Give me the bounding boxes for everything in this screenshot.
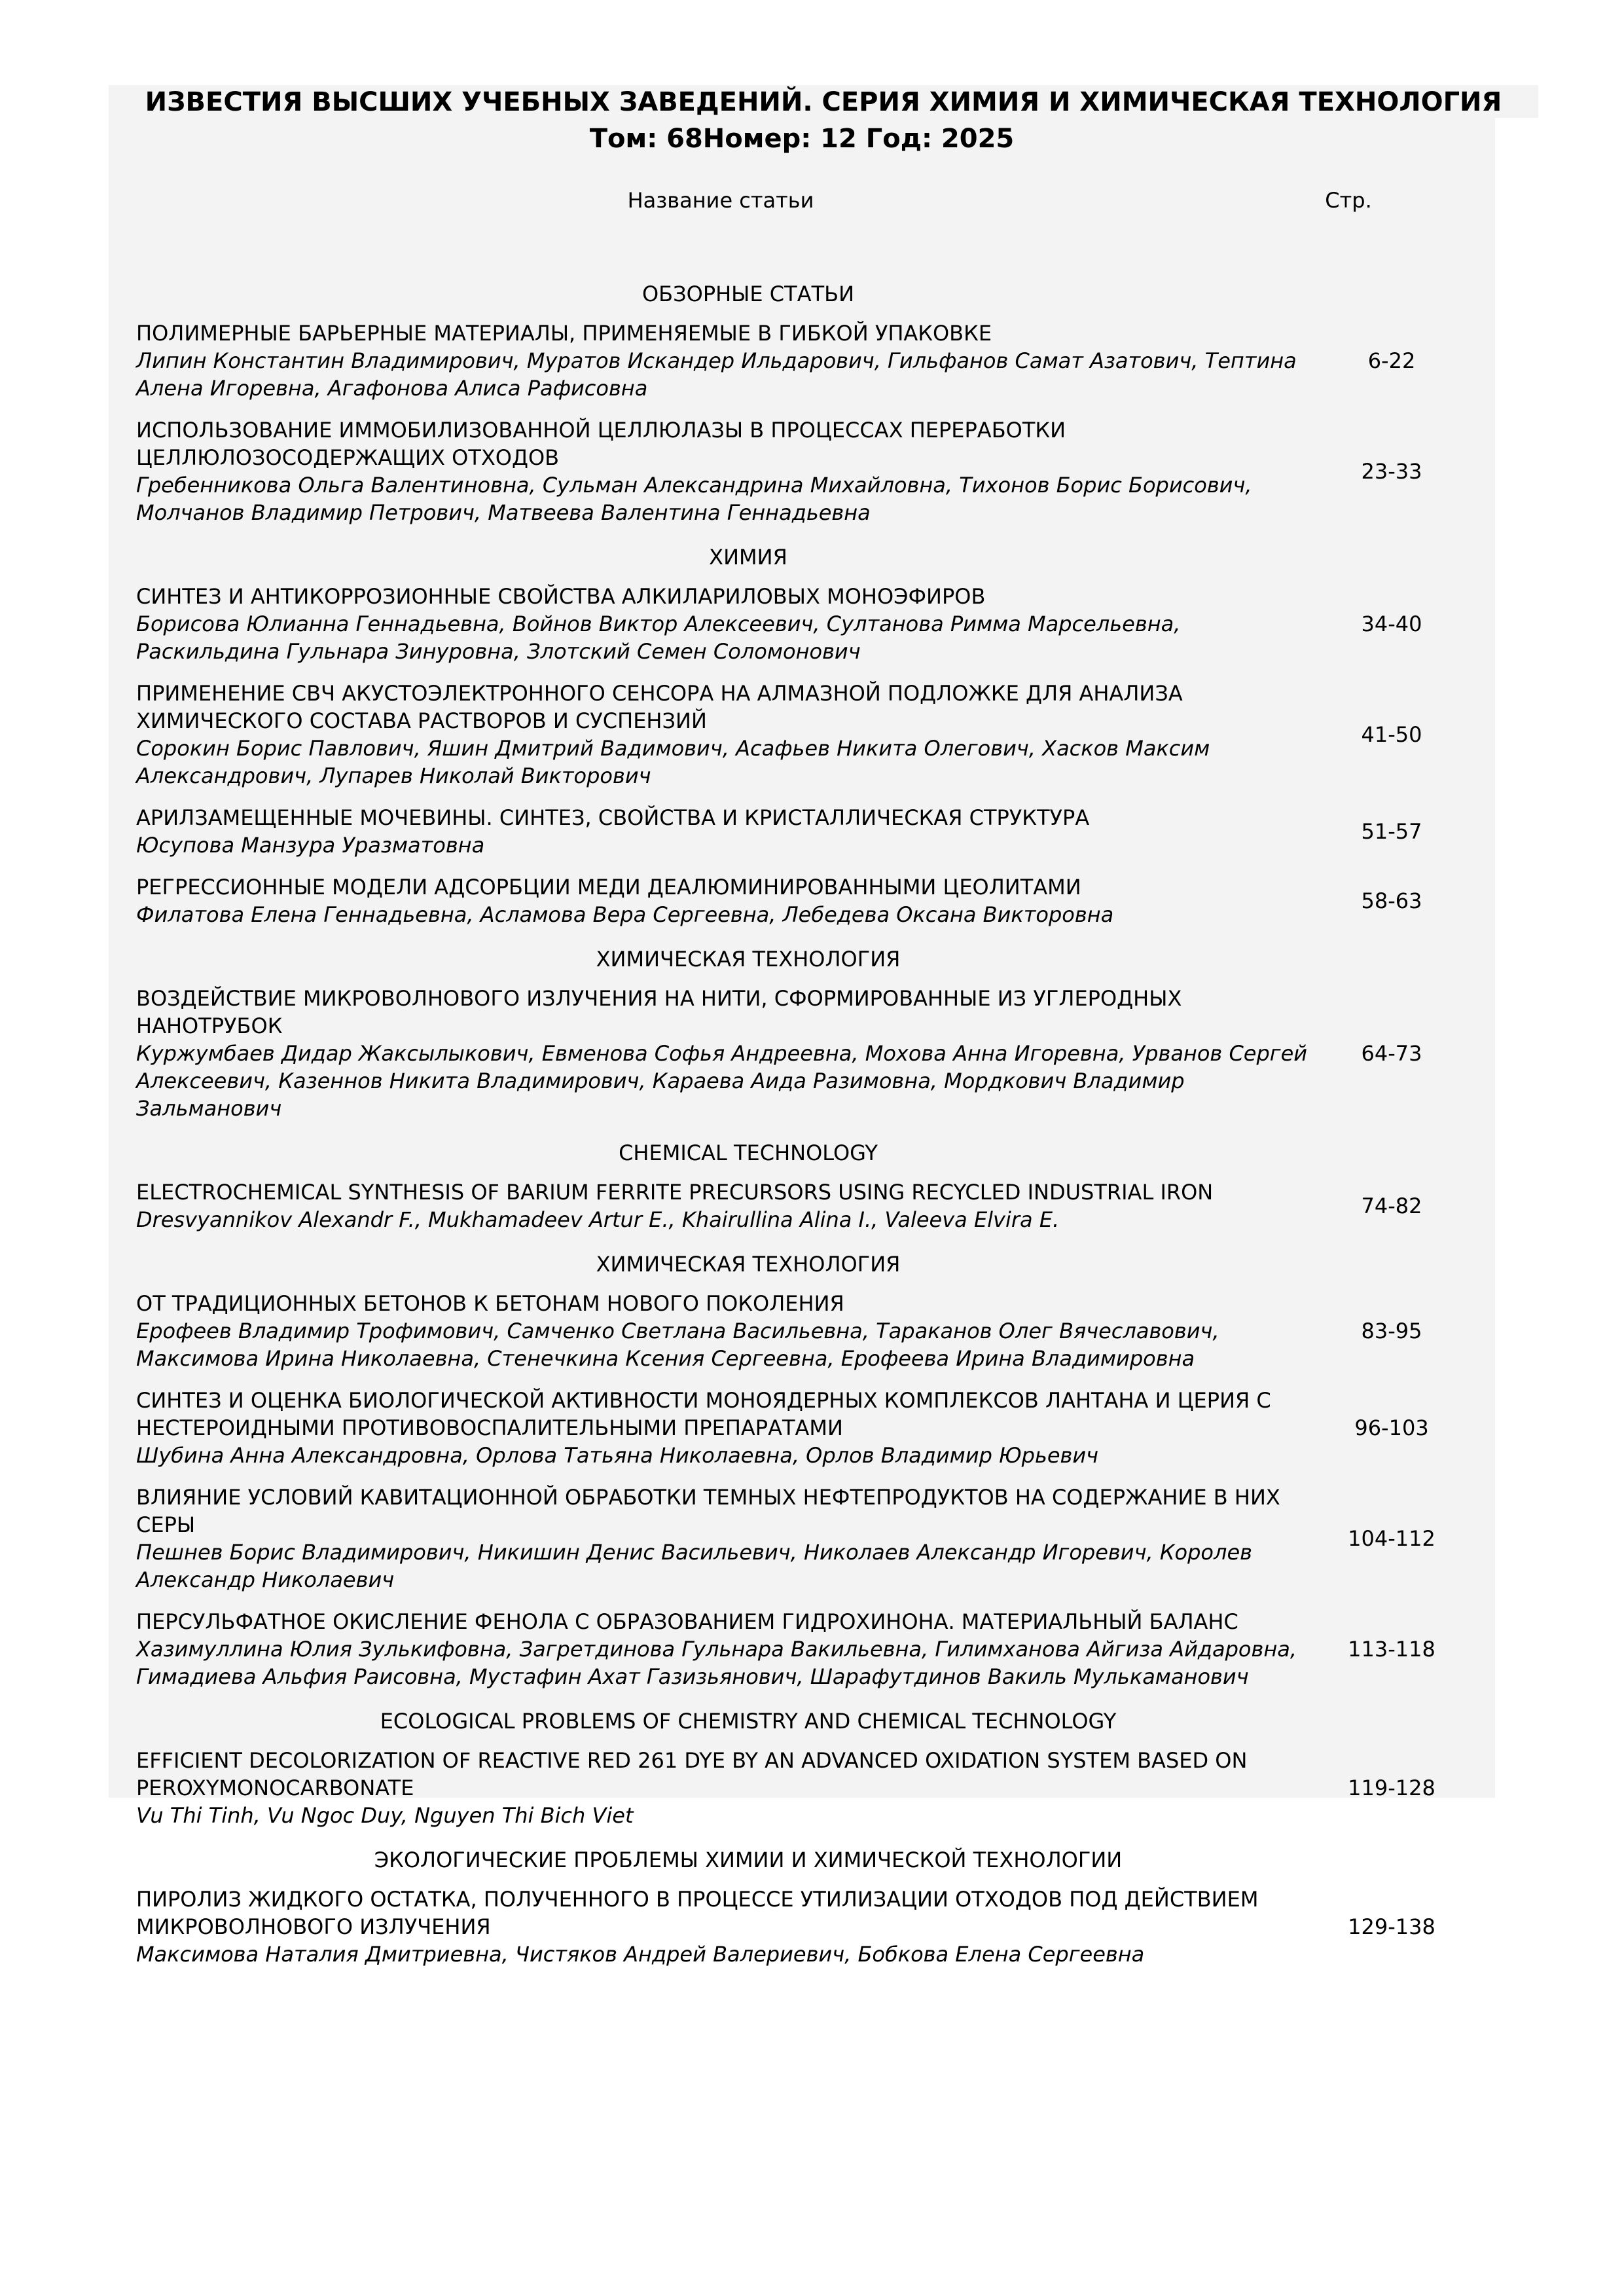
article-title-link[interactable]: ПОЛИМЕРНЫЕ БАРЬЕРНЫЕ МАТЕРИАЛЫ, ПРИМЕНЯЕМЫЕ В ГИБКОЙ УПАКОВКЕ [136,321,992,346]
article-title-link[interactable]: СИНТЕЗ И ОЦЕНКА БИОЛОГИЧЕСКОЙ АКТИВНОСТИ МОНОЯДЕРНЫХ КОМПЛЕКСОВ ЛАНТАНА И ЦЕРИЯ С НЕСТЕРОИДНЫМИ ПРОТИВОВОСПАЛИТЕЛЬНЫМИ ПРЕПАРАТАМИ [136,1388,1271,1440]
article-entry [136,583,1495,665]
article-entry [136,1387,1495,1469]
article-title-link[interactable]: ИСПОЛЬЗОВАНИЕ ИММОБИЛИЗОВАННОЙ ЦЕЛЛЮЛАЗЫ В ПРОЦЕССАХ ПЕРЕРАБОТКИ ЦЕЛЛЮЛОЗОСОДЕРЖАЩИХ ОТХОДОВ [136,418,1066,470]
article-title-link[interactable]: ПЕРСУЛЬФАТНОЕ ОКИСЛЕНИЕ ФЕНОЛА С ОБРАЗОВАНИЕМ ГИДРОХИНОНА. МАТЕРИАЛЬНЫЙ БАЛАНС [136,1609,1238,1634]
article-body [136,1484,1308,1594]
article-authors: Максимова Наталия Дмитриевна, Чистяков Андрей Валериевич, Бобкова Елена Сергеевна [136,1942,1145,1967]
article-authors: Куржумбаев Дидар Жаксылыкович, Евменова Софья Андреевна, Мохова Анна Игоревна, Урванов Сергей Алексеевич, Казеннов Никита Владимирович, Караева Аида Разимовна, Мордкович Владимир Зальманович [136,1041,1308,1121]
article-authors: Vu Thi Tinh, Vu Ngoc Duy, Nguyen Thi Bich Viet [136,1803,634,1828]
article-pages: 34-40 [1361,611,1422,636]
article-authors: Филатова Елена Геннадьевна, Асламова Вера Сергеевна, Лебедева Оксана Викторовна [136,902,1114,927]
journal-title: ИЗВЕСТИЯ ВЫСШИХ УЧЕБНЫХ ЗАВЕДЕНИЙ. СЕРИЯ ХИМИЯ И ХИМИЧЕСКАЯ ТЕХНОЛОГИЯ [145,87,1502,117]
article-authors: Ерофеев Владимир Трофимович, Самченко Светлана Васильевна, Тараканов Олег Вячеславович, Максимова Ирина Николаевна, Стенечкина Ксения Сергеевна, Ерофеева Ирина Владимировна [136,1319,1219,1371]
article-body [136,416,1308,526]
article-pages: 83-95 [1361,1319,1422,1343]
article-pages: 51-57 [1361,819,1422,844]
article-authors: Липин Константин Владимирович, Муратов Искандер Ильдарович, Гильфанов Самат Азатович, Тептина Алена Игоревна, Агафонова Алиса Рафисовна [136,348,1297,401]
article-title-link[interactable]: ВОЗДЕЙСТВИЕ МИКРОВОЛНОВОГО ИЗЛУЧЕНИЯ НА НИТИ, СФОРМИРОВАННЫЕ ИЗ УГЛЕРОДНЫХ НАНОТРУБОК [136,986,1182,1038]
article-title-link[interactable]: ELECTROCHEMICAL SYNTHESIS OF BARIUM FERRITE PRECURSORS USING RECYCLED INDUSTRIAL IRON [136,1180,1214,1205]
article-body [136,1387,1308,1469]
article-entry [136,680,1495,790]
article-body [136,1178,1308,1233]
issue-info: Том: 68Номер: 12 Год: 2025 [589,124,1015,154]
article-authors: Шубина Анна Александровна, Орлова Татьяна Николаевна, Орлов Владимир Юрьевич [136,1443,1099,1468]
section-heading: ХИМИЯ [709,545,787,570]
article-body [136,583,1308,665]
table-of-contents [136,278,1495,1982]
article-entry [136,985,1495,1122]
article-entry [136,1178,1495,1233]
article-pages: 6-22 [1367,348,1416,373]
article-entry [136,319,1495,402]
article-authors: Борисова Юлианна Геннадьевна, Войнов Виктор Алексеевич, Султанова Римма Марсельевна, Раскильдина Гульнара Зинуровна, Злотский Семен Соломонович [136,611,1181,664]
section-heading: ХИМИЧЕСКАЯ ТЕХНОЛОГИЯ [596,947,901,972]
article-body [136,319,1308,402]
article-title-link[interactable]: РЕГРЕССИОННЫЕ МОДЕЛИ АДСОРБЦИИ МЕДИ ДЕАЛЮМИНИРОВАННЫМИ ЦЕОЛИТАМИ [136,875,1081,900]
article-body [136,680,1308,790]
article-pages: 119-128 [1348,1776,1435,1800]
article-body [136,985,1308,1122]
article-entry [136,1290,1495,1372]
article-pages: 96-103 [1354,1415,1429,1440]
article-authors: Dresvyannikov Alexandr F., Mukhamadeev Artur E., Khairullina Alina I., Valeeva Elvira E. [136,1207,1060,1232]
article-title-link[interactable]: АРИЛЗАМЕЩЕННЫЕ МОЧЕВИНЫ. СИНТЕЗ, СВОЙСТВА И КРИСТАЛЛИЧЕСКАЯ СТРУКТУРА [136,805,1090,830]
article-entry [136,416,1495,526]
article-entry [136,1886,1495,1968]
article-pages: 23-33 [1361,459,1422,484]
article-pages: 74-82 [1361,1194,1422,1218]
article-body [136,873,1308,928]
article-authors: Гребенникова Ольга Валентиновна, Сульман Александрина Михайловна, Тихонов Борис Борисович, Молчанов Владимир Петрович, Матвеева Валентина Геннадьевна [136,473,1252,525]
column-header-title: Название статьи [627,188,814,213]
article-entry [136,873,1495,928]
article-body [136,1290,1308,1372]
article-pages: 129-138 [1348,1914,1435,1939]
article-pages: 64-73 [1361,1041,1422,1066]
article-entry [136,1608,1495,1690]
article-title-link[interactable]: ВЛИЯНИЕ УСЛОВИЙ КАВИТАЦИОННОЙ ОБРАБОТКИ ТЕМНЫХ НЕФТЕПРОДУКТОВ НА СОДЕРЖАНИЕ В НИХ СЕРЫ [136,1485,1280,1537]
article-title-link[interactable]: EFFICIENT DECOLORIZATION OF REACTIVE RED 261 DYE BY AN ADVANCED OXIDATION SYSTEM BASED ON PEROXYMONOCARBONATE [136,1748,1248,1800]
article-entry [136,804,1495,859]
article-authors: Сорокин Борис Павлович, Яшин Дмитрий Вадимович, Асафьев Никита Олегович, Хасков Максим Александрович, Лупарев Николай Викторович [136,736,1210,788]
article-body [136,1886,1308,1968]
article-title-link[interactable]: ПИРОЛИЗ ЖИДКОГО ОСТАТКА, ПОЛУЧЕННОГО В ПРОЦЕССЕ УТИЛИЗАЦИИ ОТХОДОВ ПОД ДЕЙСТВИЕМ МИКРОВОЛНОВОГО ИЗЛУЧЕНИЯ [136,1887,1259,1939]
article-pages: 41-50 [1361,722,1422,747]
section-heading: ЭКОЛОГИЧЕСКИЕ ПРОБЛЕМЫ ХИМИИ И ХИМИЧЕСКОЙ ТЕХНОЛОГИИ [374,1848,1123,1872]
article-pages: 113-118 [1348,1637,1435,1662]
article-authors: Юсупова Манзура Уразматовна [136,833,485,858]
section-heading: ХИМИЧЕСКАЯ ТЕХНОЛОГИЯ [596,1252,901,1277]
article-body [136,1747,1308,1829]
article-body [136,1608,1308,1690]
section-heading: ОБЗОРНЫЕ СТАТЬИ [641,282,855,306]
article-body [136,804,1308,859]
article-title-link[interactable]: ПРИМЕНЕНИЕ СВЧ АКУСТОЭЛЕКТРОННОГО СЕНСОРА НА АЛМАЗНОЙ ПОДЛОЖКЕ ДЛЯ АНАЛИЗА ХИМИЧЕСКОГО СОСТАВА РАСТВОРОВ И СУСПЕНЗИЙ [136,681,1183,733]
article-entry [136,1747,1495,1829]
article-pages: 58-63 [1361,888,1422,913]
section-heading: ECOLOGICAL PROBLEMS OF CHEMISTRY AND CHEMICAL TECHNOLOGY [380,1709,1117,1734]
column-header-page: Стр. [1325,188,1372,213]
article-title-link[interactable]: ОТ ТРАДИЦИОННЫХ БЕТОНОВ К БЕТОНАМ НОВОГО ПОКОЛЕНИЯ [136,1291,844,1316]
article-entry [136,1484,1495,1594]
article-authors: Хазимуллина Юлия Зулькифовна, Загретдинова Гульнара Вакильевна, Гилимханова Айгиза Айдаровна, Гимадиева Альфия Раисовна, Мустафин Ахат Газизьянович, Шарафутдинов Вакиль Мулькаманович [136,1637,1297,1689]
section-heading: CHEMICAL TECHNOLOGY [619,1140,878,1165]
article-pages: 104-112 [1348,1526,1435,1551]
article-title-link[interactable]: СИНТЕЗ И АНТИКОРРОЗИОННЫЕ СВОЙСТВА АЛКИЛАРИЛОВЫХ МОНОЭФИРОВ [136,584,986,609]
article-authors: Пешнев Борис Владимирович, Никишин Денис Васильевич, Николаев Александр Игоревич, Королев Александр Николаевич [136,1540,1252,1592]
